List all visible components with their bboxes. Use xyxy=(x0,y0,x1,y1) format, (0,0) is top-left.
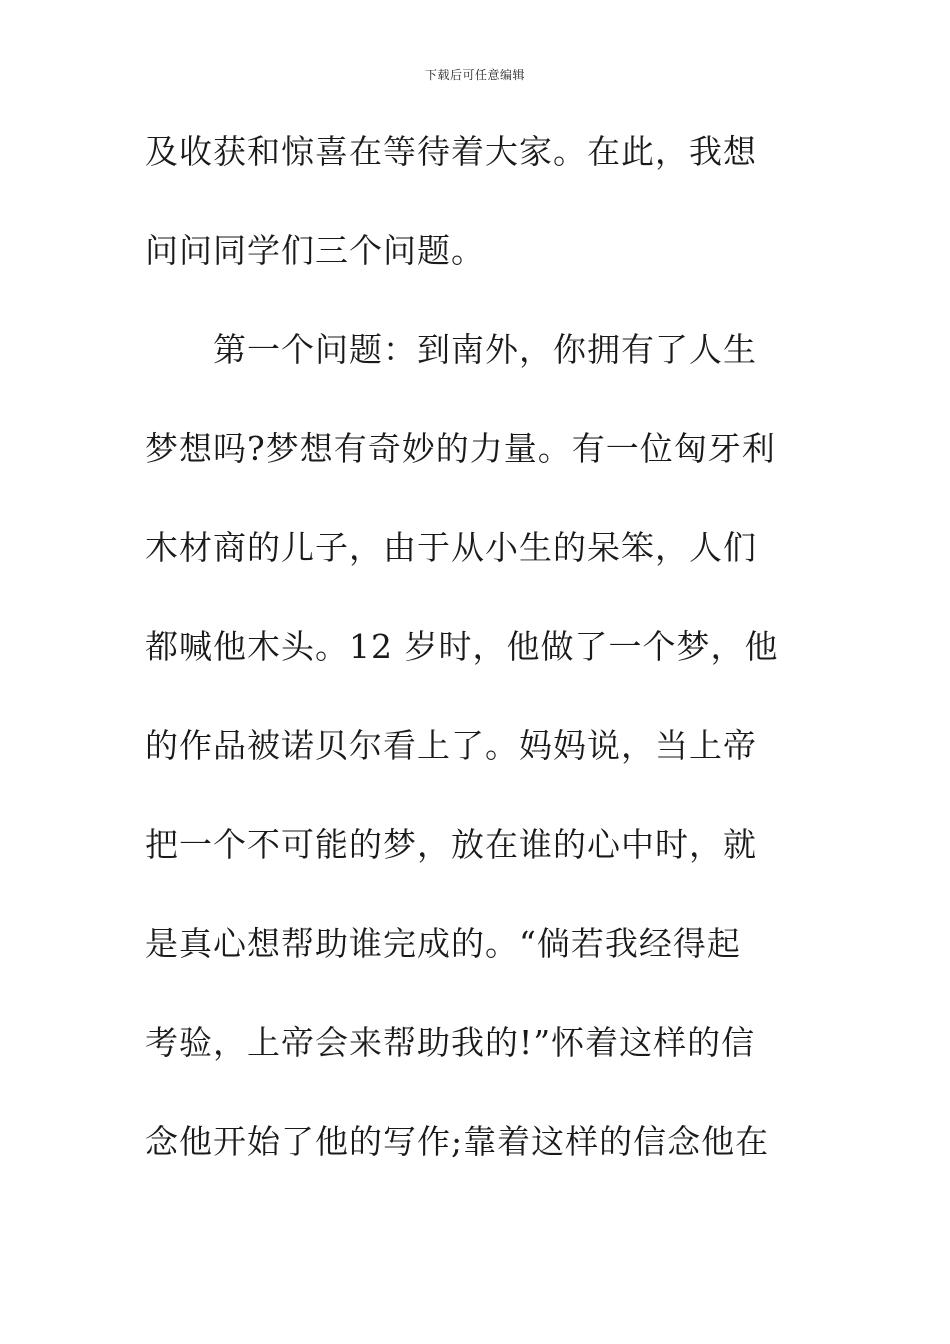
text-line: 是真心想帮助谁完成的。“倘若我经得起 xyxy=(145,924,741,963)
text-line: 念他开始了他的写作;靠着这样的信念他在 xyxy=(145,1122,770,1161)
text-line: 及收获和惊喜在等待着大家。在此，我想 xyxy=(145,132,757,171)
text-line: 的作品被诺贝尔看上了。妈妈说，当上帝 xyxy=(145,726,757,765)
text-line: 梦想吗?梦想有奇妙的力量。有一位匈牙利 xyxy=(145,429,776,468)
text-line: 把一个不可能的梦，放在谁的心中时，就 xyxy=(145,825,757,864)
text-line: 都喊他木头。12 岁时，他做了一个梦，他 xyxy=(145,627,779,666)
text-line: 木材商的儿子，由于从小生的呆笨，人们 xyxy=(145,528,757,567)
text-line: 问问同学们三个问题。 xyxy=(145,231,485,270)
paragraph-first-line: 第一个问题：到南外，你拥有了人生 xyxy=(213,330,757,369)
page-header-note: 下载后可任意编辑 xyxy=(424,68,525,82)
document-body xyxy=(145,126,805,1215)
text-line: 考验，上帝会来帮助我的!”怀着这样的信 xyxy=(145,1023,756,1062)
